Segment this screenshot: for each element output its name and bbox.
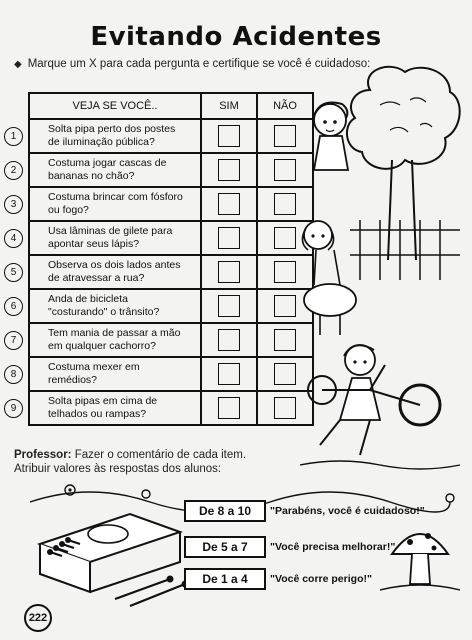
teacher-note-line1: Fazer o comentário de cada item. xyxy=(74,449,247,461)
table-row xyxy=(29,255,313,289)
no-checkbox[interactable] xyxy=(274,295,296,317)
table-row xyxy=(29,153,313,187)
yes-checkbox[interactable] xyxy=(218,193,240,215)
header-no: NÃO xyxy=(257,93,313,119)
question-cell xyxy=(10,289,201,323)
question-text-line1: Costuma mexer em xyxy=(48,361,140,373)
question-text-line2: de iluminação pública? xyxy=(48,136,155,148)
yes-cell xyxy=(201,391,257,425)
question-text-line2: ou fogo? xyxy=(48,204,89,216)
table-row xyxy=(29,119,313,153)
page-number: 222 xyxy=(24,604,52,632)
question-number: 8 xyxy=(4,365,23,384)
question-cell xyxy=(10,221,201,255)
question-text-line2: bananas no chão? xyxy=(48,170,135,182)
question-number: 3 xyxy=(4,195,23,214)
table-row xyxy=(29,187,313,221)
yes-checkbox[interactable] xyxy=(218,295,240,317)
question-text-line1: Usa lâminas de gilete para xyxy=(48,225,173,237)
question-cell xyxy=(10,357,201,391)
score-comment-mid: "Você precisa melhorar!" xyxy=(270,541,396,553)
yes-cell xyxy=(201,289,257,323)
question-text-line1: Solta pipa perto dos postes xyxy=(48,123,176,135)
table-row xyxy=(29,391,313,425)
question-text-line1: Solta pipas em cima de xyxy=(48,395,158,407)
question-number: 9 xyxy=(4,399,23,418)
question-text-line1: Costuma brincar com fósforo xyxy=(48,191,183,203)
table-row xyxy=(29,221,313,255)
question-text-line1: Observa os dois lados antes xyxy=(48,259,181,271)
no-checkbox[interactable] xyxy=(274,159,296,181)
quiz-table xyxy=(10,92,314,426)
yes-cell xyxy=(201,221,257,255)
yes-cell xyxy=(201,187,257,221)
no-checkbox[interactable] xyxy=(274,397,296,419)
question-number: 6 xyxy=(4,297,23,316)
yes-checkbox[interactable] xyxy=(218,159,240,181)
yes-checkbox[interactable] xyxy=(218,125,240,147)
question-text-line1: Costuma jogar cascas de xyxy=(48,157,167,169)
question-text-line1: Tem mania de passar a mão xyxy=(48,327,181,339)
question-text-line2: apontar seus lápis? xyxy=(48,238,140,250)
yes-checkbox[interactable] xyxy=(218,397,240,419)
question-text-line2: em qualquer cachorro? xyxy=(48,340,156,352)
score-comment-high: "Parabéns, você é cuidadoso!" xyxy=(270,505,425,517)
question-cell xyxy=(10,187,201,221)
yes-cell xyxy=(201,357,257,391)
header-question: VEJA SE VOCÊ.. xyxy=(29,93,201,119)
table-row xyxy=(29,289,313,323)
question-text-line2: remédios? xyxy=(48,374,98,386)
instructions-text: Marque um X para cada pergunta e certifique se você é cuidadoso: xyxy=(27,58,371,70)
table-header-row xyxy=(29,93,313,119)
yes-checkbox[interactable] xyxy=(218,329,240,351)
question-cell xyxy=(10,153,201,187)
score-range-high: De 8 a 10 xyxy=(184,500,266,522)
yes-checkbox[interactable] xyxy=(218,261,240,283)
teacher-label: Professor: xyxy=(14,449,72,461)
yes-checkbox[interactable] xyxy=(218,227,240,249)
yes-cell xyxy=(201,323,257,357)
score-range-mid: De 5 a 7 xyxy=(184,536,266,558)
question-number: 1 xyxy=(4,127,23,146)
question-cell xyxy=(10,391,201,425)
no-checkbox[interactable] xyxy=(274,261,296,283)
score-range-low: De 1 a 4 xyxy=(184,568,266,590)
question-text-line2: "costurando" o trânsito? xyxy=(48,306,160,318)
question-number: 2 xyxy=(4,161,23,180)
no-checkbox[interactable] xyxy=(274,193,296,215)
table-row xyxy=(29,357,313,391)
score-comment-low: "Você corre perigo!" xyxy=(270,573,372,585)
question-number: 5 xyxy=(4,263,23,282)
no-checkbox[interactable] xyxy=(274,363,296,385)
question-cell xyxy=(10,323,201,357)
page-title: Evitando Acidentes xyxy=(90,22,382,52)
yes-checkbox[interactable] xyxy=(218,363,240,385)
yes-cell xyxy=(201,119,257,153)
yes-cell xyxy=(201,153,257,187)
question-number: 4 xyxy=(4,229,23,248)
no-checkbox[interactable] xyxy=(274,125,296,147)
teacher-note-line2: Atribuir valores às respostas dos alunos: xyxy=(14,463,222,475)
children-playing-illustration xyxy=(300,60,465,480)
question-text-line2: telhados ou rampas? xyxy=(48,408,147,420)
yes-cell xyxy=(201,255,257,289)
question-text-line1: Anda de bicicleta xyxy=(48,293,128,305)
table-row xyxy=(29,323,313,357)
question-text-line2: de atravessar a rua? xyxy=(48,272,145,284)
question-number: 7 xyxy=(4,331,23,350)
no-checkbox[interactable] xyxy=(274,227,296,249)
header-yes: SIM xyxy=(201,93,257,119)
question-cell xyxy=(10,119,201,153)
teacher-note xyxy=(14,448,246,476)
no-checkbox[interactable] xyxy=(274,329,296,351)
diamond-bullet-icon: ◆ xyxy=(14,59,22,70)
question-cell xyxy=(10,255,201,289)
